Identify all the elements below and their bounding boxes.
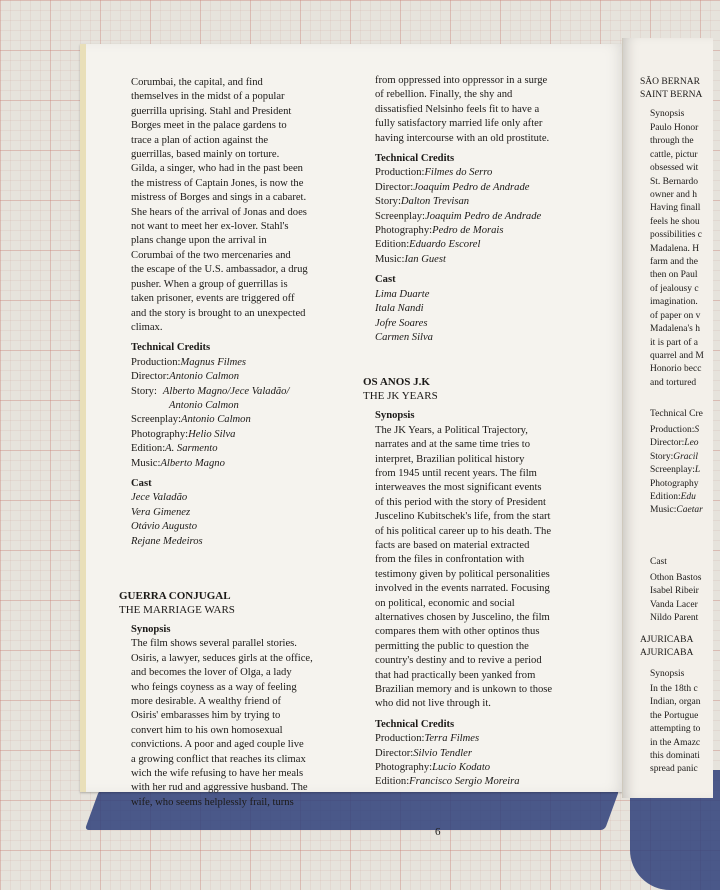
film-title: AJURICABA (640, 635, 694, 645)
text-line: quarrel and M (650, 350, 704, 361)
synopsis-paragraph (650, 122, 704, 390)
text-line: in the Amazc (650, 737, 701, 748)
credit-line (650, 437, 703, 450)
text-line: possibilities c (650, 230, 702, 241)
credit-value: A. Sarmento (165, 443, 218, 455)
text-line: having intercourse with an old prostitute. (375, 132, 550, 144)
cast-list (375, 288, 615, 346)
credit-value: Filmes do Serro (424, 167, 493, 179)
synopsis-heading: Synopsis (650, 109, 685, 119)
credit-line (650, 451, 703, 464)
text-line: spread panic (650, 764, 698, 775)
credit-label: Production: (375, 733, 425, 745)
text-line: and tortured (650, 377, 697, 388)
text-line: with her rud and aggressive husband. The (131, 782, 308, 794)
text-line: Brazilian memory and is unkown to those (375, 684, 553, 696)
synopsis-paragraph (650, 683, 700, 777)
credit-value: Pedro de Morais (432, 225, 504, 237)
cast-member: Nildo Parent (650, 613, 699, 624)
text-line: more desirable. A wealthy friend of (131, 696, 282, 708)
credit-line (131, 428, 346, 442)
text-line: through the (650, 136, 694, 147)
technical-credits-heading: Technical Credits (375, 718, 455, 730)
credit-line (375, 253, 615, 267)
credit-label: Screenplay: (650, 465, 695, 476)
cast-member: Rejane Medeiros (131, 535, 203, 547)
text-line: narrates and at the same time tries to (375, 439, 531, 451)
credit-label: Screenplay: (375, 210, 426, 222)
credit-line (650, 464, 703, 477)
credit-value: L (694, 465, 701, 476)
credit-label: Music: (131, 457, 161, 469)
credits-list (375, 732, 615, 790)
credit-value: Magnus Filmes (180, 356, 247, 368)
text-line: plans change upon the arrival in (131, 235, 267, 247)
text-line: who feings coyness as a way of feeling (131, 681, 297, 693)
text-line: facts are based on material extracted (375, 539, 530, 551)
credit-line (375, 210, 615, 224)
text-line: The JK Years, a Political Trajectory, (375, 424, 528, 436)
cast-heading: Cast (375, 274, 396, 286)
cast-heading: Cast (650, 557, 667, 567)
text-line: it is part of a (650, 337, 699, 348)
text-line: permitting the public to question the (375, 640, 529, 652)
credit-label: Director: (650, 438, 685, 449)
credit-line (131, 356, 346, 370)
film-subtitle: AJURICABA (640, 648, 694, 658)
text-line: the mistress of Captain Jones, is now the (131, 177, 304, 189)
text-line: from the files in confrontation with (375, 554, 525, 566)
text-line: convictions. A poor and aged couple live (131, 739, 304, 751)
credit-line (375, 775, 615, 789)
right-page (622, 38, 713, 798)
text-line: Corumbai, the capital, and find (131, 77, 263, 88)
credit-value: Leo (684, 438, 699, 449)
text-line: pusher. When a group of guerrillas is (131, 278, 288, 290)
credit-label: Edition: (375, 239, 410, 251)
text-line: Madalena. H (650, 243, 700, 254)
credit-label: Production: (131, 356, 181, 368)
text-line: then on Paul (650, 270, 698, 281)
text-line: compares them with other optinos thus (375, 626, 540, 638)
credit-value: Alberto Magno (160, 457, 225, 469)
credit-value: Antonio Calmon (169, 371, 239, 383)
credit-line (131, 399, 346, 413)
credit-line (650, 478, 703, 491)
film-subtitle: THE JK YEARS (363, 390, 438, 403)
text-line: that had practically been yanked from (375, 669, 536, 681)
synopsis-paragraph (375, 424, 615, 712)
text-line: Honorio becc (650, 364, 702, 375)
credit-label: Production: (375, 167, 425, 179)
text-line: Paulo Honor (650, 123, 699, 133)
credit-label: Production: (650, 425, 695, 435)
credit-label: Photography: (131, 428, 189, 440)
credit-line (131, 385, 346, 399)
left-intro-paragraph (131, 76, 346, 335)
middle-column (363, 74, 615, 790)
text-line: the Portugue (650, 710, 699, 721)
credit-label: Photography: (375, 762, 433, 774)
text-line: of his political career up to his death. The (375, 525, 552, 537)
text-line: from 1945 until recent years. The film (375, 467, 537, 479)
text-line: owner and h (650, 190, 697, 201)
text-line: of rebellion. Finally, the shy and (375, 89, 513, 101)
text-line: Osiris, a lawyer, seduces girls at the office, (131, 652, 313, 664)
text-line: the escape of the U.S. ambassador, a drug (131, 264, 308, 276)
text-line: this dominati (650, 751, 700, 762)
text-line: Gilda, a singer, who had in the past been (131, 163, 303, 175)
cast-list (650, 572, 701, 626)
text-line: In the 18th c (650, 684, 698, 694)
text-line: on political, economic and social (375, 597, 515, 609)
credit-value: Caetar (676, 505, 703, 516)
credit-value: S (694, 425, 700, 435)
credit-label: Director: (375, 181, 414, 193)
credit-line (375, 166, 615, 180)
credit-line (131, 413, 346, 427)
credit-label: Edition: (650, 492, 681, 503)
credit-value: Francisco Sergio Moreira (409, 776, 520, 788)
technical-credits-heading: Technical Credits (375, 153, 455, 165)
credit-line (375, 761, 615, 775)
film-title: OS ANOS J.K (363, 376, 430, 389)
credit-value: Joaquim Pedro de Andrade (425, 210, 542, 222)
credit-value: Joaquim Pedro de Andrade (413, 181, 530, 193)
text-line: and becomes the lover of Olga, a lady (131, 667, 292, 679)
credit-value: Antonio Calmon (181, 414, 251, 426)
text-line: farm and the (650, 257, 699, 268)
credit-value: Edu (680, 492, 696, 503)
credit-label: Screenplay: (131, 414, 182, 426)
cast-list (131, 491, 346, 549)
text-line: Borges meet in the palace gardens to (131, 120, 287, 132)
credit-value: Lucio Kodato (432, 762, 491, 774)
cast-member: Isabel Ribeir (650, 586, 699, 597)
text-line: Corumbai of the two mercenaries and (131, 249, 291, 261)
text-line: guerrillas, based mainly on torture. (131, 149, 280, 161)
film-title: SÃO BERNAR (640, 77, 700, 87)
booklet-page (80, 44, 628, 838)
film-subtitle: SAINT BERNA (640, 90, 703, 100)
credit-label: Photography (650, 478, 699, 489)
credit-line (650, 491, 703, 504)
text-line: not want to meet her ex-lover. Stahl's (131, 221, 289, 233)
credit-label: Director: (375, 747, 414, 759)
cast-member: Carmen Silva (375, 331, 433, 343)
credit-line (650, 504, 703, 517)
credit-line (375, 224, 615, 238)
credit-label: Photography: (375, 225, 433, 237)
credit-label: Story: (375, 196, 401, 208)
credit-value: Eduardo Escorel (409, 239, 481, 251)
cast-member: Vera Gimenez (131, 506, 191, 518)
technical-credits-heading: Technical Credits (131, 342, 211, 354)
middle-intro-paragraph (375, 74, 615, 146)
text-line: dissatisfied Nelsinho feels fit to have a (375, 103, 540, 115)
page-number: 6 (435, 826, 441, 838)
text-line: involved in the events narrated. Focusing (375, 583, 550, 595)
text-line: wife, who seems helplessly frail, turns (131, 796, 294, 808)
text-line: feels he shou (650, 216, 700, 227)
text-line: alternatives chosen by Juscelino, the film (375, 612, 550, 623)
credit-label: Music: (375, 253, 405, 265)
credits-list (131, 356, 346, 471)
text-line: of paper on v (650, 310, 701, 321)
cast-member: Othon Bastos (650, 573, 702, 583)
cast-member: Lima Duarte (375, 288, 430, 300)
credit-line (375, 747, 615, 761)
text-line: imagination. (650, 297, 698, 308)
cast-member: Jece Valadão (131, 492, 188, 504)
credit-line (131, 442, 346, 456)
text-line: guerrilla uprising. Stahl and President (131, 105, 292, 117)
credit-line (131, 457, 346, 471)
credit-line (131, 370, 346, 384)
text-line: a growing conflict that reaches its climax (131, 753, 306, 765)
synopsis-paragraph (131, 637, 346, 810)
text-line: Having finall (650, 203, 701, 214)
cast-member: Jofre Soares (375, 317, 428, 329)
credits-list (650, 424, 703, 518)
credit-label: Story: (131, 385, 157, 397)
credit-line (375, 732, 615, 746)
text-line: wich the wife refusing to have her meals (131, 768, 304, 780)
text-line: from oppressed into oppressor in a surge (375, 75, 548, 86)
text-line: Madalena's h (650, 324, 700, 335)
credit-label: Story: (650, 451, 674, 462)
credit-value: Silvio Tendler (413, 747, 473, 759)
left-column (119, 76, 346, 810)
credits-list (375, 166, 615, 267)
text-line: cattle, pictur (650, 149, 698, 160)
cast-member: Otávio Augusto (131, 521, 198, 533)
credit-value: Antonio Calmon (169, 399, 239, 411)
text-line: Indian, organ (650, 697, 701, 708)
text-line: interpret, Brazilian political history (375, 453, 525, 465)
text-line: convert him to his own homosexual (131, 724, 283, 736)
text-line: trace a plan of action against the (131, 134, 269, 146)
text-line: themselves in the midst of a popular (131, 91, 285, 103)
credit-label: Director: (131, 371, 170, 383)
text-line: fully satisfactory married life only after (375, 118, 543, 130)
technical-credits-heading: Technical Cre (650, 409, 703, 419)
credit-line (375, 195, 615, 209)
credit-line (375, 238, 615, 252)
text-line: mistress of Borges and sings in a cabaret. (131, 192, 307, 204)
text-line: who did not live through it. (375, 698, 491, 710)
text-line: interweaves the most significant events (375, 482, 542, 494)
text-line: The film shows several parallel stories. (131, 638, 297, 650)
text-line: country's destiny and to revive a period (375, 655, 542, 667)
text-line: of this period with the story of President (375, 496, 546, 508)
cast-member: Itala Nandi (375, 303, 424, 315)
text-line: testimony given by political personalities (375, 568, 550, 580)
credit-value: Terra Filmes (424, 733, 480, 745)
film-subtitle: THE MARRIAGE WARS (119, 604, 235, 616)
cast-heading: Cast (131, 477, 152, 489)
credit-line (375, 181, 615, 195)
text-line: of jealousy c (650, 283, 699, 294)
credit-value: Helio Silva (188, 428, 236, 440)
synopsis-heading: Synopsis (650, 669, 685, 679)
text-line: attempting to (650, 724, 701, 735)
synopsis-heading: Synopsis (375, 410, 415, 422)
text-line: Juscelino Kubitschek's life, from the start (375, 511, 551, 523)
text-line: climax. (131, 321, 163, 333)
text-line: obsessed wit (650, 163, 699, 174)
synopsis-heading: Synopsis (131, 624, 171, 635)
text-line: She hears of the arrival of Jonas and does (131, 206, 307, 218)
credit-label: Edition: (131, 443, 166, 455)
text-line: taken prisoner, events are triggered off (131, 293, 295, 305)
credit-line (650, 424, 703, 437)
credit-value: Gracil (673, 451, 699, 462)
credit-value: Dalton Trevisan (400, 196, 470, 208)
credit-label: Edition: (375, 776, 410, 788)
credit-value: Ian Guest (404, 253, 446, 265)
text-line: and the story is brought to an unexpected (131, 307, 306, 319)
credit-value: Alberto Magno/Jece Valadão/ (162, 385, 290, 397)
cast-member: Vanda Lacer (650, 599, 698, 610)
film-title: GUERRA CONJUGAL (119, 590, 231, 602)
credit-label: Music: (650, 505, 677, 516)
text-line: Osiris' embarasses him by trying to (131, 710, 281, 722)
text-line: St. Bernardo (650, 176, 699, 187)
